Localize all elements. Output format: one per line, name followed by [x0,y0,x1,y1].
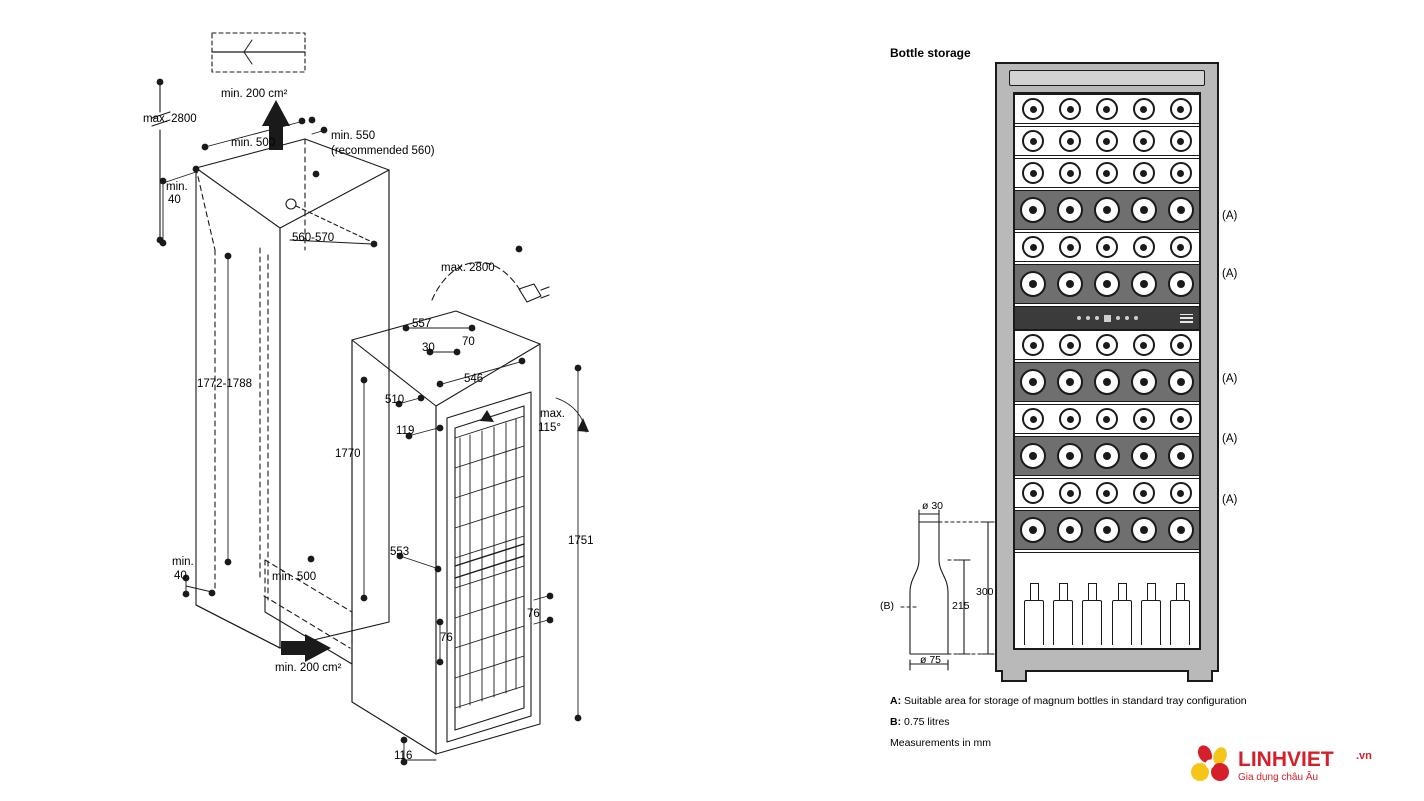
label-max-2800-right: max. 2800 [441,262,495,274]
shelf-marker-a-3: (A) [1222,373,1238,385]
legend-b-key: B: [890,716,902,728]
bottle-storage-title: Bottle storage [890,46,971,60]
label-min-40-bottom: min. [172,556,194,568]
legend-a-text: Suitable area for storage of magnum bottles in standard tray configuration [901,695,1247,707]
label-min-40-top: min. [166,181,188,193]
label-min-200-bottom: min. 200 cm² [275,662,342,674]
label-min-500-top: min. 500 [231,137,276,149]
label-max-2800-left: max. 2800 [143,113,197,125]
label-dim-553: 553 [390,546,410,558]
label-b-marker: (B) [880,600,894,612]
label-dim-1772-1788: 1772-1788 [197,378,252,390]
label-recommended-560: (recommended 560) [331,145,435,157]
label-dim-116: 116 [394,750,413,762]
legend-item-b [890,715,950,729]
label-dia-75: ø 75 [920,654,942,666]
watermark-logo [1180,742,1400,790]
shelf-marker-a-2: (A) [1222,268,1238,280]
label-dim-300: 300 [976,586,994,598]
label-min-40-bottom-value: 40 [174,570,187,582]
label-dia-30: ø 30 [922,500,944,512]
label-min-200-top: min. 200 cm² [221,88,288,100]
label-dim-70: 70 [462,336,475,348]
shelf-marker-a-5: (A) [1222,494,1238,506]
label-dim-76-right: 76 [527,608,540,620]
legend-item-a [890,694,1247,708]
legend-b-text: 0.75 litres [901,716,950,728]
watermark-brand: LINHVIET [1238,748,1334,771]
watermark-tagline: Gia dụng châu Âu [1238,772,1319,783]
legend-item-units [890,736,991,750]
label-min-550: min. 550 [331,130,376,142]
legend-a-key: A: [890,695,902,707]
label-dim-557: 557 [412,318,432,330]
label-dim-560-570: 560-570 [292,232,335,244]
label-dim-30: 30 [422,342,435,354]
label-min-40-top-value: 40 [168,194,181,206]
label-dim-119: 119 [396,425,415,437]
legend-units-text: Measurements in mm [890,737,991,749]
watermark-svg [1180,742,1400,790]
label-min-500-bottom: min. 500 [272,571,317,583]
label-max-115: max. [540,408,565,420]
label-dim-1770: 1770 [335,448,361,460]
logo-mark-icon [1191,743,1229,781]
shelf-marker-a-4: (A) [1222,433,1238,445]
label-dim-76-left: 76 [440,632,453,644]
label-dim-215: 215 [952,600,970,612]
label-dim-1751: 1751 [568,535,594,547]
label-dim-546: 546 [464,373,484,385]
shelf-marker-a-1: (A) [1222,210,1238,222]
watermark-domain: .vn [1356,750,1372,762]
label-max-115-value: 115° [538,422,561,434]
label-dim-510: 510 [385,394,405,406]
